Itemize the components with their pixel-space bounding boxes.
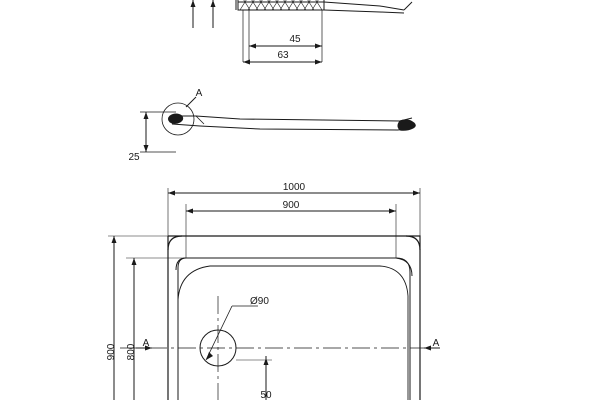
section-callout-a: A [195, 88, 203, 99]
plan-callout-a-left: A [142, 338, 150, 349]
dimension-label-900-height: 900 [106, 343, 117, 361]
dimension-label-45: 45 [289, 34, 301, 45]
plan-view [108, 188, 440, 400]
detail-a-view [191, 0, 413, 65]
dimension-label-drain-diameter: Ø90 [250, 296, 269, 307]
detail-hatched-block [238, 0, 324, 10]
detail-left-arrows [191, 0, 216, 28]
dimension-label-50: 50 [260, 390, 272, 400]
dimension-25 [144, 112, 149, 152]
dimension-label-63: 63 [277, 50, 289, 61]
section-view [140, 97, 415, 152]
dimension-800-height [132, 258, 137, 400]
dimension-label-800-height: 800 [126, 343, 137, 361]
dimension-label-900-width: 900 [282, 200, 300, 211]
plan-callout-a-right: A [432, 338, 440, 349]
dimension-label-25: 25 [128, 152, 140, 163]
dimension-45 [249, 44, 322, 49]
dimension-label-1000: 1000 [282, 182, 306, 193]
dimension-900-height [112, 236, 117, 400]
